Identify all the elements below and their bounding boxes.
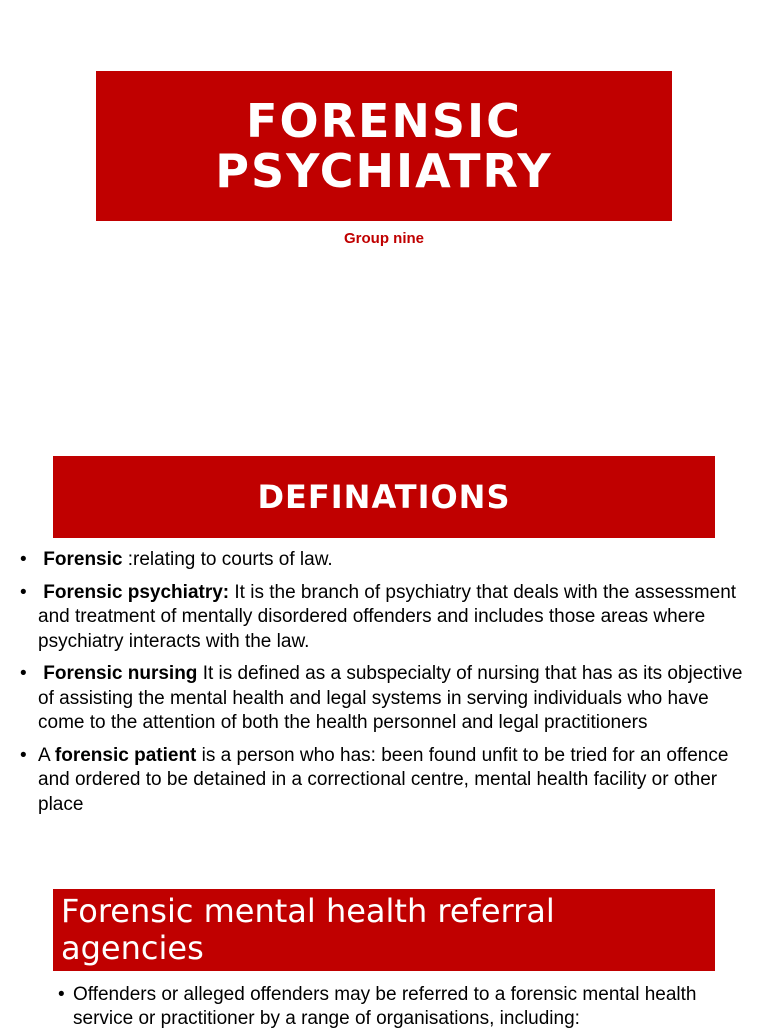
definition-text: It is the branch of psychiatry that deals with the assessment and treatment of mentally disordered offenders and includes those areas where psychiatry interacts with the law. — [38, 581, 737, 652]
bullet-icon: • — [58, 984, 65, 1005]
title-banner — [96, 71, 672, 221]
definitions-heading: DEFINATIONS — [257, 478, 511, 516]
bullet-icon: • — [20, 663, 27, 684]
definition-text: is a person who has: been found unfit to be tried for an offence and ordered to be detained in a correctional centre, mental health facility or other place — [38, 744, 729, 815]
referral-heading: Forensic mental health referral agencies — [61, 892, 555, 967]
list-item — [20, 548, 760, 573]
slide-title: FORENSIC PSYCHIATRY — [215, 94, 553, 198]
definition-term: forensic patient — [54, 744, 197, 766]
bullet-icon: • — [20, 581, 27, 603]
definition-text: It is defined as a subspecialty of nursing that has as its objective of assisting the mental health and legal systems in serving individuals who have come to the attention of both the health personnel and legal practitioners — [38, 663, 743, 733]
slide-subtitle: Group nine — [344, 230, 424, 247]
definition-prefix: A — [38, 744, 55, 766]
definition-term: Forensic — [43, 549, 123, 570]
list-item — [20, 581, 760, 655]
referral-text: Offenders or alleged offenders may be referred to a forensic mental health service or practitioner by a range of organisations, including: — [73, 984, 697, 1029]
list-item — [20, 662, 760, 736]
bullet-icon: • — [20, 549, 27, 570]
definition-term: Forensic nursing — [43, 663, 198, 684]
list-item — [20, 744, 760, 818]
definition-text: :relating to courts of law. — [122, 549, 333, 570]
bullet-icon: • — [20, 744, 27, 766]
definition-term: Forensic psychiatry: — [43, 581, 230, 603]
referral-banner — [53, 889, 715, 971]
definitions-banner — [53, 456, 715, 538]
definitions-list — [20, 548, 760, 825]
